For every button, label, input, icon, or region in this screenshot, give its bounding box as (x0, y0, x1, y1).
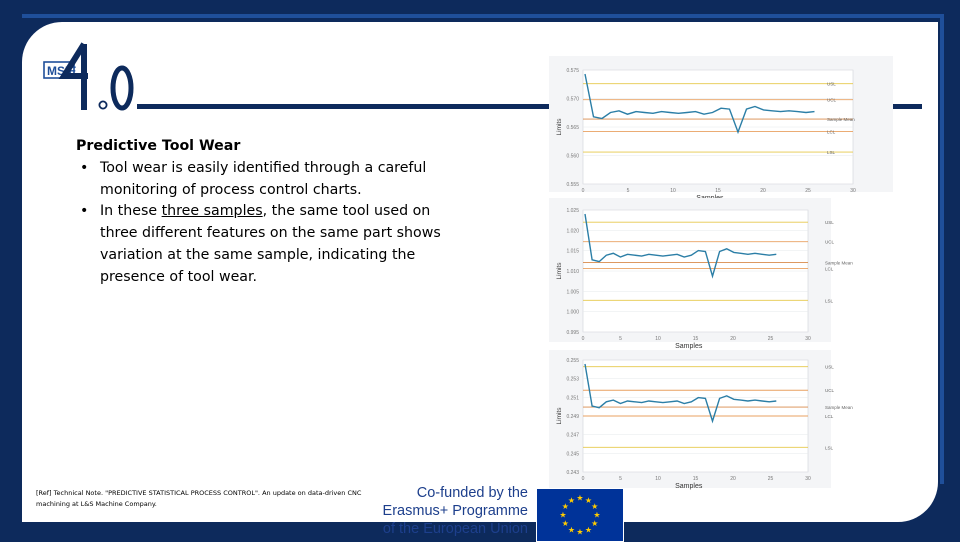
limit-label: USL (827, 81, 836, 87)
y-axis-label: Limits (556, 118, 563, 136)
eu-star-icon: ★ (593, 510, 601, 520)
eu-star-icon: ★ (567, 525, 576, 535)
x-tick-label: 30 (805, 476, 811, 482)
limit-label: Sample Mean (825, 405, 853, 411)
bullet2-after: , the same tool used on three different features on the same part shows variation at the same sample, indicating the presence of tool wear. (100, 203, 441, 285)
x-tick-label: 5 (626, 188, 630, 194)
eu-star-icon: ★ (567, 495, 576, 505)
x-tick-label: 30 (850, 188, 856, 194)
eu-star-icon: ★ (591, 519, 599, 529)
eu-star-icon: ★ (591, 502, 599, 512)
y-tick-label: 0.255 (566, 358, 579, 364)
x-tick-label: 25 (805, 188, 811, 194)
y-tick-label: 0.565 (566, 125, 579, 131)
limit-label: UCL (827, 97, 837, 103)
x-tick-label: 15 (692, 336, 699, 342)
x-tick-label: 30 (805, 336, 811, 342)
x-tick-label: 10 (655, 476, 661, 482)
y-tick-label: 0.555 (566, 182, 579, 188)
y-tick-label: 0.243 (566, 470, 579, 476)
x-tick-label: 5 (619, 476, 622, 482)
y-tick-label: 1.020 (566, 228, 579, 235)
y-tick-label: 0.249 (566, 414, 579, 420)
x-tick-label: 25 (767, 336, 774, 342)
x-tick-label: 10 (655, 336, 661, 342)
eu-star-icon: ★ (576, 527, 584, 537)
eu-star-icon: ★ (584, 495, 593, 505)
limit-label: LCL (825, 266, 834, 272)
y-tick-label: 1.025 (566, 208, 579, 214)
y-tick-label: 0.251 (566, 395, 579, 402)
limit-label: LSL (825, 445, 834, 451)
x-axis-label: Samples (675, 483, 703, 490)
y-tick-label: 1.005 (566, 289, 579, 296)
three-samples-link[interactable]: three samples (161, 203, 263, 220)
reference-note: [Ref] Technical Note. "PREDICTIVE STATISTICAL PROCESS CONTROL". An update on data-driven CNC machining at L&S Machine Company. (36, 489, 362, 508)
logo-letters: MSIE (47, 64, 77, 78)
x-tick-label: 15 (715, 188, 721, 194)
y-tick-label: 1.010 (566, 269, 579, 275)
limit-label: USL (825, 364, 834, 370)
control-chart-2 (549, 198, 853, 350)
eu-star-icon: ★ (584, 525, 593, 535)
eu-star-icon: ★ (576, 493, 584, 503)
y-tick-label: 0.575 (566, 68, 579, 74)
limit-label: LSL (827, 150, 836, 156)
limit-label: LSL (825, 298, 834, 304)
y-tick-label: 0.253 (566, 376, 579, 383)
limit-label: UCL (825, 239, 835, 245)
y-tick-label: 0.247 (566, 432, 579, 439)
y-tick-label: 0.245 (566, 451, 579, 458)
control-chart-3 (549, 350, 853, 490)
limit-label: LCL (827, 129, 836, 135)
x-tick-label: 10 (670, 188, 676, 194)
y-tick-label: 0.570 (566, 96, 579, 103)
limit-label: UCL (825, 388, 835, 394)
cofunded-line-2: Erasmus+ Programme (382, 503, 528, 519)
eu-flag-icon (536, 488, 624, 542)
x-tick-label: 20 (730, 476, 736, 482)
x-tick-label: 15 (692, 476, 699, 482)
x-tick-label: 0 (581, 336, 585, 342)
bullet2-before: In these (100, 203, 162, 220)
x-axis-label: Samples (675, 343, 703, 350)
bullet-dot: • (80, 159, 89, 176)
eu-star-icon: ★ (561, 519, 569, 529)
y-axis-label: Limits (556, 262, 563, 280)
slide-heading: Predictive Tool Wear (76, 138, 241, 154)
x-tick-label: 0 (581, 476, 585, 482)
msie-logo (40, 40, 140, 112)
eu-star-icon: ★ (559, 510, 567, 520)
x-tick-label: 0 (581, 188, 585, 194)
cofunded-line-1: Co-funded by the (416, 485, 528, 501)
x-tick-label: 5 (619, 336, 622, 342)
eu-star-icon: ★ (561, 502, 569, 512)
bullet-text-1: Tool wear is easily identified through a careful monitoring of process control charts. (100, 159, 427, 198)
cofunded-line-3: of the European Union (382, 521, 528, 537)
control-chart-1 (549, 56, 893, 192)
x-tick-label: 20 (760, 188, 766, 194)
bullet-dot: • (80, 203, 89, 220)
x-tick-label: 20 (730, 336, 736, 342)
content-text (76, 136, 456, 289)
y-axis-label: Limits (556, 407, 563, 425)
y-tick-label: 0.995 (566, 330, 579, 336)
frame-accent-top (22, 14, 942, 18)
frame-accent-right (940, 14, 944, 484)
limit-label: Sample Mean (827, 117, 855, 123)
limit-label: LCL (825, 414, 834, 419)
logo-version: 4.0 (110, 48, 112, 49)
bullet-item-1 (76, 158, 456, 202)
y-tick-label: 1.000 (566, 309, 579, 316)
cofunded-text (372, 484, 528, 538)
limit-label: Sample Mean (825, 260, 853, 266)
limit-label: USL (825, 220, 834, 226)
y-tick-label: 0.560 (566, 153, 579, 160)
bullet-item-2 (76, 201, 456, 288)
y-tick-label: 1.015 (566, 248, 579, 255)
bullet-text-2 (100, 201, 456, 288)
x-tick-label: 25 (767, 476, 774, 482)
